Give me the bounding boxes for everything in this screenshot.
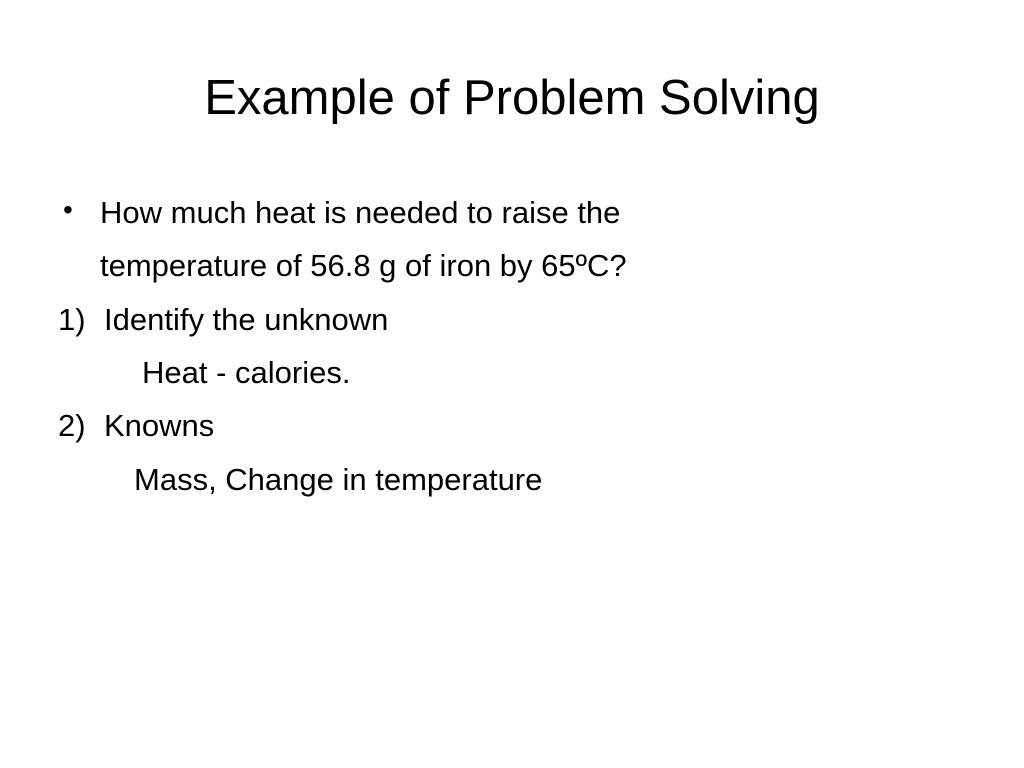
step-2-detail-wrap bbox=[58, 453, 978, 506]
bullet-item bbox=[58, 186, 978, 239]
step-2 bbox=[58, 399, 978, 452]
step-1-text: Identify the unknown bbox=[104, 301, 389, 337]
step-1-detail-wrap bbox=[58, 346, 978, 399]
bullet-text-line-2-wrap bbox=[58, 239, 978, 292]
step-1-detail: Heat - calories. bbox=[142, 354, 351, 390]
bullet-dot-icon: • bbox=[63, 194, 73, 225]
step-1 bbox=[58, 293, 978, 346]
step-1-number: 1) bbox=[58, 301, 86, 337]
bullet-text-line-2: temperature of 56.8 g of iron by 65ºC? bbox=[100, 248, 627, 284]
page-title: Example of Problem Solving bbox=[204, 70, 820, 125]
slide-body bbox=[58, 186, 978, 506]
step-2-text: Knowns bbox=[104, 408, 215, 444]
bullet-text-line-1: How much heat is needed to raise the bbox=[100, 195, 621, 230]
step-2-number: 2) bbox=[58, 408, 86, 444]
step-2-detail: Mass, Change in temperature bbox=[134, 461, 543, 497]
